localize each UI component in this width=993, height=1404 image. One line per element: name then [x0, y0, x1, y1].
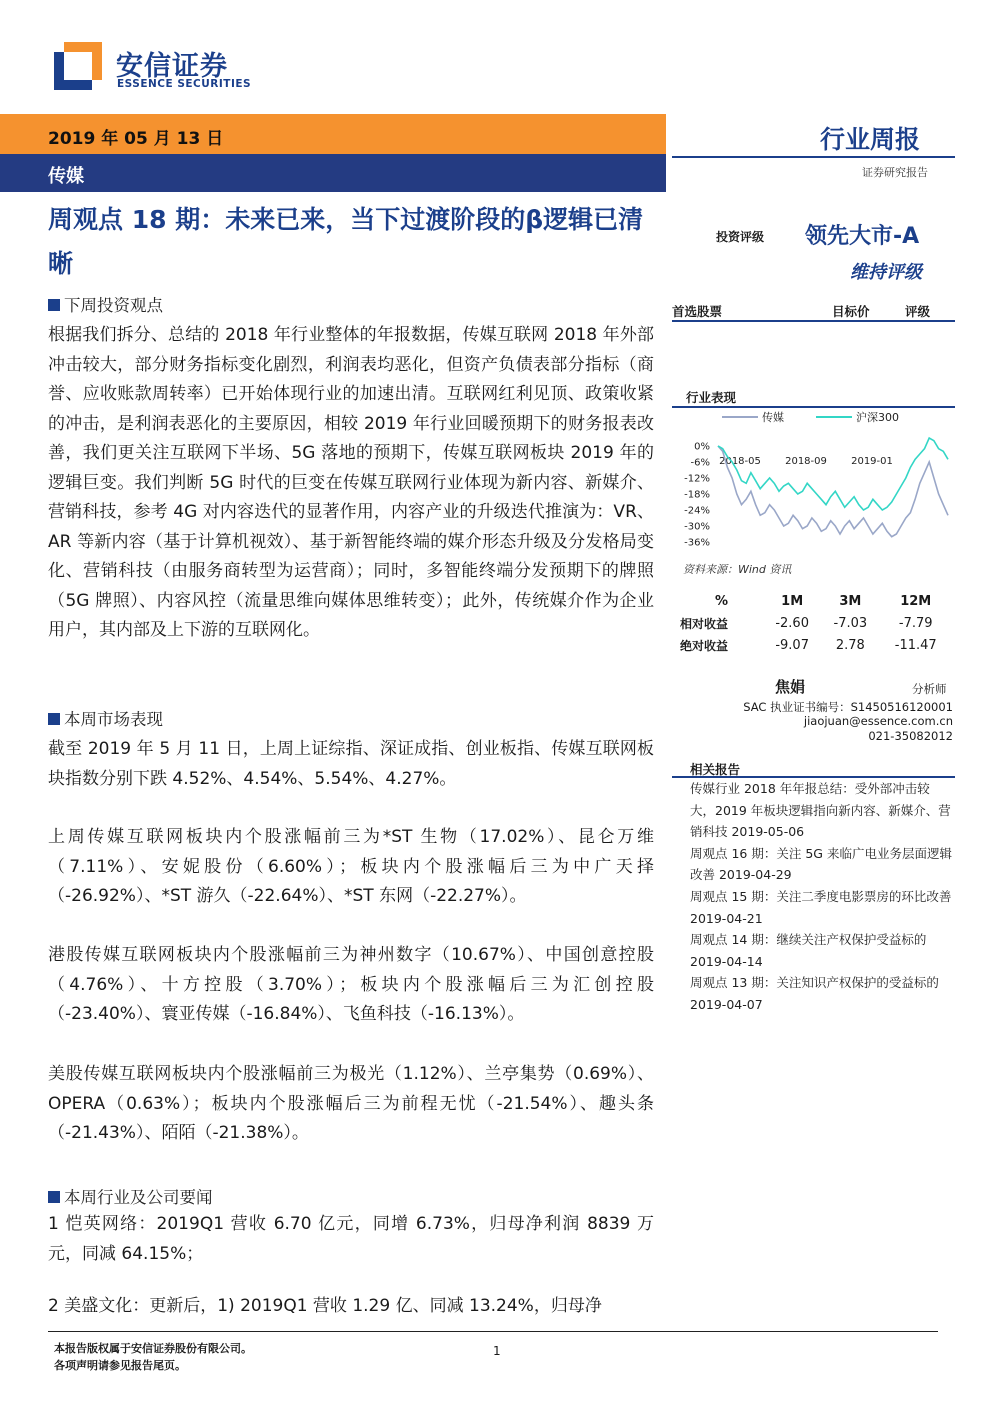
related-report-link[interactable]: 传媒行业 2018 年年报总结：受外部冲击较大，2019 年板块逻辑指向新内容、新媒介、营销科技 2019-05-06 [690, 781, 951, 840]
chart-source: 资料来源：Wind 资讯 [683, 563, 792, 576]
y-tick-label: 0% [694, 441, 710, 453]
report-category: 行业周报 [820, 125, 921, 154]
legend-label-media: 传媒 [762, 411, 784, 424]
related-heading: 相关报告 [690, 762, 741, 777]
table-row [680, 612, 952, 634]
row-label: 相对收益 [680, 616, 729, 631]
y-tick-label: -30% [684, 521, 710, 533]
x-tick-label: 2018-05 [719, 456, 761, 467]
analyst-phone: 021-35082012 [868, 729, 953, 743]
news-paragraph-2: 2 美盛文化：更新后，1) 2019Q1 营收 1.29 亿、同减 13.24%，归母净 [48, 1296, 602, 1316]
picks-heading: 首选股票 [672, 304, 723, 319]
related-report-link[interactable]: 周观点 16 期：关注 5G 来临广电业务层面逻辑改善 2019-04-29 [690, 845, 952, 883]
table-cell: 2.78 [835, 637, 865, 653]
bullet-square-icon [48, 713, 60, 725]
analyst-cert: SAC 执业证书编号：S1450516120001 [743, 700, 953, 714]
sector-bar [0, 154, 666, 192]
section-heading-market [48, 706, 163, 730]
section-heading-news [48, 1184, 213, 1208]
picks-col-target: 目标价 [832, 304, 870, 319]
logo-text-en: ESSENCE SECURITIES [117, 78, 252, 90]
copyright-notice: 本报告版权属于安信证券股份有限公司。 [54, 1342, 252, 1355]
x-tick-label: 2018-09 [785, 456, 827, 467]
report-type: 证券研究报告 [862, 166, 928, 179]
section-heading-outlook [48, 292, 163, 316]
page-number: 1 [493, 1344, 501, 1358]
market-paragraph-3: 港股传媒互联网板块内个股涨幅前三为神州数字（10.67%）、中国创意控股（4.76%）、十方控股（3.70%）；板块内个股涨幅后三为汇创控股（-23.40%）、寰亚传媒（-16.84%）、飞鱼科技（-16.13%）。 [48, 945, 654, 1024]
footer-rule [48, 1331, 938, 1332]
y-tick-label: -6% [690, 457, 710, 469]
table-header: 12M [900, 593, 932, 609]
x-tick-label: 2019-01 [851, 456, 893, 467]
industry-performance-chart [680, 404, 955, 556]
y-tick-label: -12% [684, 473, 710, 485]
sector-label: 传媒 [48, 166, 84, 187]
rating-value: 领先大市-A [805, 224, 920, 249]
y-tick-label: -18% [684, 489, 710, 501]
table-cell: -9.07 [775, 637, 809, 653]
picks-col-rating: 评级 [905, 304, 931, 319]
rating-action: 维持评级 [850, 262, 922, 283]
market-paragraph-1: 截至 2019 年 5 月 11 日，上周上证综指、深证成指、创业板指、传媒互联网板块指数分别下跌 4.52%、4.54%、5.54%、4.27%。 [48, 739, 654, 789]
table-cell: -2.60 [775, 615, 809, 631]
table-cell: -7.03 [833, 615, 868, 631]
table-row [680, 634, 952, 656]
report-title: 周观点 18 期：未来已来，当下过渡阶段的β逻辑已清晰 [48, 205, 644, 278]
table-header-row [680, 590, 952, 612]
bullet-square-icon [48, 1191, 60, 1203]
header-rule [672, 156, 955, 158]
rating-label: 投资评级 [716, 230, 765, 244]
analyst-name: 焦娟 [775, 678, 806, 696]
y-tick-label: -24% [684, 505, 710, 517]
company-logo [54, 40, 254, 100]
series-line-csi300 [718, 438, 948, 510]
logo-mark-icon [54, 42, 102, 90]
related-report-link[interactable]: 周观点 15 期：关注二季度电影票房的环比改善 2019-04-21 [690, 888, 952, 926]
industry-heading: 行业表现 [686, 390, 737, 405]
disclaimer-notice: 各项声明请参见报告尾页。 [54, 1359, 186, 1372]
section-heading-text: 下周投资观点 [64, 296, 163, 315]
table-header: % [715, 593, 729, 609]
section-heading-text: 本周市场表现 [64, 710, 163, 729]
analyst-email[interactable]: jiaojuan@essence.com.cn [803, 714, 953, 728]
related-report-link[interactable]: 周观点 13 期：关注知识产权保护的受益标的 2019-04-07 [690, 975, 939, 1012]
table-header: 3M [839, 593, 862, 609]
table-cell: -7.79 [898, 615, 933, 631]
legend-label-csi300: 沪深300 [856, 411, 899, 424]
table-header: 1M [781, 593, 804, 609]
related-reports-list [690, 778, 952, 1016]
bullet-square-icon [48, 299, 60, 311]
market-paragraph-2: 上周传媒互联网板块内个股涨幅前三为*ST 生物（17.02%）、昆仑万维（7.11%）、安妮股份（6.60%）；板块内个股涨幅后三为中广天择（-26.92%）、*ST 游久（-22.64%）、*ST 东网（-22.27%）。 [48, 827, 654, 906]
section-heading-text: 本周行业及公司要闻 [64, 1188, 213, 1207]
report-date: 2019 年 05 月 13 日 [48, 129, 224, 149]
analyst-title: 分析师 [912, 682, 947, 696]
row-label: 绝对收益 [680, 638, 729, 653]
performance-table [680, 590, 952, 656]
table-cell: -11.47 [894, 637, 937, 653]
related-report-link[interactable]: 周观点 14 期：继续关注产权保护受益标的 2019-04-14 [690, 932, 927, 969]
outlook-paragraph: 根据我们拆分、总结的 2018 年行业整体的年报数据，传媒互联网 2018 年外部冲击较大，部分财务指标变化剧烈，利润表均恶化，但资产负债表部分指标（商誉、应收账款周转率）已开始体现行业的加速出清。互联网红利见顶、政策收紧的冲击，是利润表恶化的主要原因，相较 2019 年行业回暖预期下的财务报表改善，我们更关注互联网下半场、5G 落地的预期下，传媒互联网板块 2019 年的逻辑巨变。我们判断 5G 时代的巨变在传媒互联网行业体现为新内容、新媒介、营销科技，参考 4G 对内容迭代的显著作用，内容产业的升级迭代推演为：VR、AR 等新内容（基于计算机视效）、基于新智能终端的媒介形态升级及分发格局变化、营销科技（由服务商转型为运营商）；同时，多智能终端分发预期下的牌照（5G 牌照）、内容风控（流量思维向媒体思维转变）；此外，传统媒介作为企业用户，其内部及上下游的互联网化。 [48, 325, 654, 640]
y-tick-label: -36% [684, 537, 710, 549]
logo-text-cn: 安信证券 [116, 51, 228, 82]
market-paragraph-4: 美股传媒互联网板块内个股涨幅前三为极光（1.12%）、兰亭集势（0.69%）、OPERA（0.63%）；板块内个股涨幅后三为前程无忧（-21.54%）、趣头条（-21.43%）、陌陌（-21.38%）。 [48, 1064, 654, 1143]
news-paragraph-1: 1 恺英网络：2019Q1 营收 6.70 亿元，同增 6.73%，归母净利润 8839 万元，同减 64.15%； [48, 1214, 654, 1264]
